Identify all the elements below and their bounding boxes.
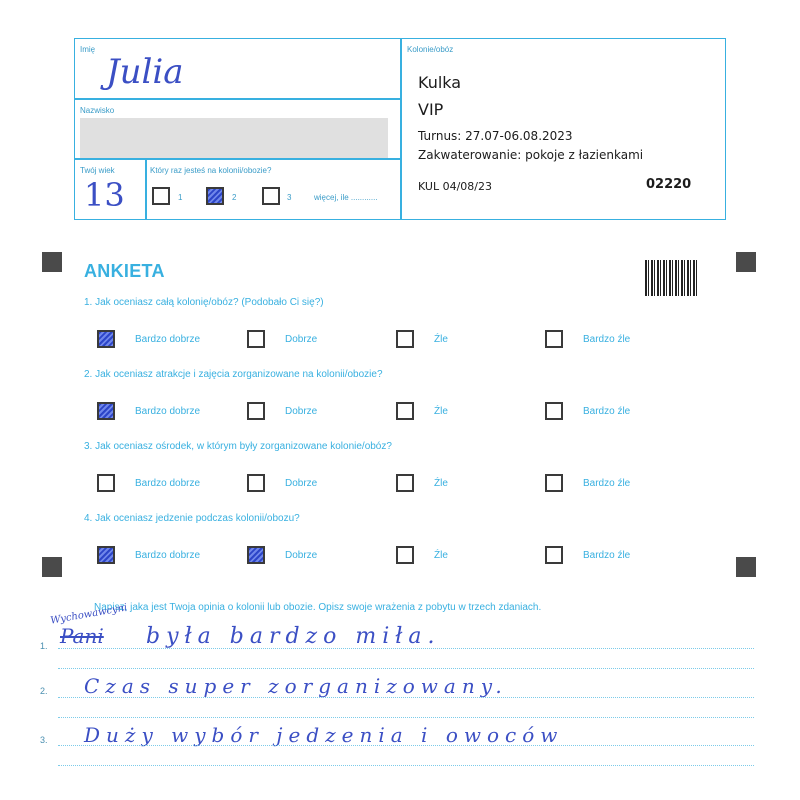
opinion-instruction: Napisz, jaka jest Twoja opinia o kolonii lub obozie. Opisz swoje wrażenia z pobytu w trzech zdaniach. [94, 602, 542, 613]
line-number: 2. [40, 686, 48, 696]
registration-marker [736, 557, 756, 577]
form-number: 02220 [646, 177, 692, 192]
imie-label: Imię [80, 45, 96, 54]
wiek-value: 13 [84, 176, 125, 214]
registration-marker [42, 252, 62, 272]
answer-checkbox[interactable] [97, 546, 115, 564]
kolonia-type: VIP [418, 100, 444, 119]
opinion-line-2: Czas super zorganizowany. [84, 674, 508, 698]
writing-line [58, 717, 754, 718]
zakwaterowanie: Zakwaterowanie: pokoje z łazienkami [418, 148, 644, 162]
opinion-line-3: Duży wybór jedzenia i owoców [84, 723, 564, 747]
answer-label: Dobrze [285, 550, 318, 561]
answer-label: Źle [434, 550, 448, 561]
answer-label: Bardzo źle [583, 478, 631, 489]
answer-checkbox[interactable] [97, 474, 115, 492]
answer-checkbox[interactable] [247, 546, 265, 564]
answer-checkbox[interactable] [97, 402, 115, 420]
line-number: 3. [40, 735, 48, 745]
answer-label: Bardzo źle [583, 334, 631, 345]
answer-label: Bardzo źle [583, 406, 631, 417]
answer-checkbox[interactable] [545, 474, 563, 492]
registration-marker [42, 557, 62, 577]
answer-checkbox[interactable] [396, 546, 414, 564]
writing-line [58, 668, 754, 669]
answer-label: Bardzo dobrze [135, 550, 201, 561]
question-text: 2. Jak oceniasz atrakcje i zajęcia zorganizowane na kolonii/obozie? [84, 369, 383, 380]
answer-checkbox[interactable] [545, 546, 563, 564]
kolonie-label: Kolonie/obóz [407, 45, 454, 54]
visit-checkbox-1[interactable] [152, 187, 170, 205]
writing-line [58, 648, 754, 649]
ktory-raz-label: Który raz jesteś na kolonii/obozie? [150, 166, 272, 175]
answer-label: Dobrze [285, 406, 318, 417]
answer-label: Bardzo źle [583, 550, 631, 561]
question-text: 1. Jak oceniasz całą kolonię/obóz? (Podobało Ci się?) [84, 297, 324, 308]
answer-label: Źle [434, 406, 448, 417]
writing-line [58, 765, 754, 766]
row-divider [74, 98, 400, 100]
answer-checkbox[interactable] [247, 474, 265, 492]
answer-checkbox[interactable] [97, 330, 115, 348]
visit-option-label: 1 [178, 193, 183, 202]
writing-line [58, 697, 754, 698]
answer-label: Bardzo dobrze [135, 478, 201, 489]
answer-checkbox[interactable] [247, 402, 265, 420]
visit-option-label: 3 [287, 193, 292, 202]
kolonia-code: KUL 04/08/23 [418, 180, 492, 193]
answer-checkbox[interactable] [545, 330, 563, 348]
opinion-line-1: była bardzo miła. [146, 624, 441, 649]
answer-checkbox[interactable] [545, 402, 563, 420]
answer-checkbox[interactable] [396, 330, 414, 348]
imie-value: Julia [106, 52, 184, 92]
writing-line [58, 745, 754, 746]
correction-note: Wychowawcyni [49, 602, 129, 627]
line-number: 1. [40, 641, 48, 651]
visit-option-label: więcej, ile ............ [314, 193, 378, 202]
age-divider [145, 158, 147, 220]
answer-label: Dobrze [285, 478, 318, 489]
struck-word: Pani [60, 624, 104, 648]
turnus: Turnus: 27.07-06.08.2023 [418, 129, 573, 143]
answer-label: Dobrze [285, 334, 318, 345]
visit-checkbox-3[interactable] [262, 187, 280, 205]
visit-option-label: 2 [232, 193, 237, 202]
registration-marker [736, 252, 756, 272]
visit-checkbox-2[interactable] [206, 187, 224, 205]
answer-label: Bardzo dobrze [135, 334, 201, 345]
survey-title: ANKIETA [84, 261, 165, 281]
kolonia-name: Kulka [418, 73, 462, 92]
barcode [645, 260, 699, 296]
answer-checkbox[interactable] [247, 330, 265, 348]
wiek-label: Twój wiek [80, 166, 115, 175]
nazwisko-redacted [80, 118, 388, 158]
header-divider [400, 38, 402, 220]
answer-label: Źle [434, 334, 448, 345]
nazwisko-label: Nazwisko [80, 106, 115, 115]
question-text: 3. Jak oceniasz ośrodek, w którym były zorganizowane kolonie/obóz? [84, 441, 392, 452]
row-divider [74, 158, 400, 160]
answer-checkbox[interactable] [396, 402, 414, 420]
answer-label: Źle [434, 478, 448, 489]
answer-label: Bardzo dobrze [135, 406, 201, 417]
question-text: 4. Jak oceniasz jedzenie podczas kolonii/obozu? [84, 513, 300, 524]
answer-checkbox[interactable] [396, 474, 414, 492]
